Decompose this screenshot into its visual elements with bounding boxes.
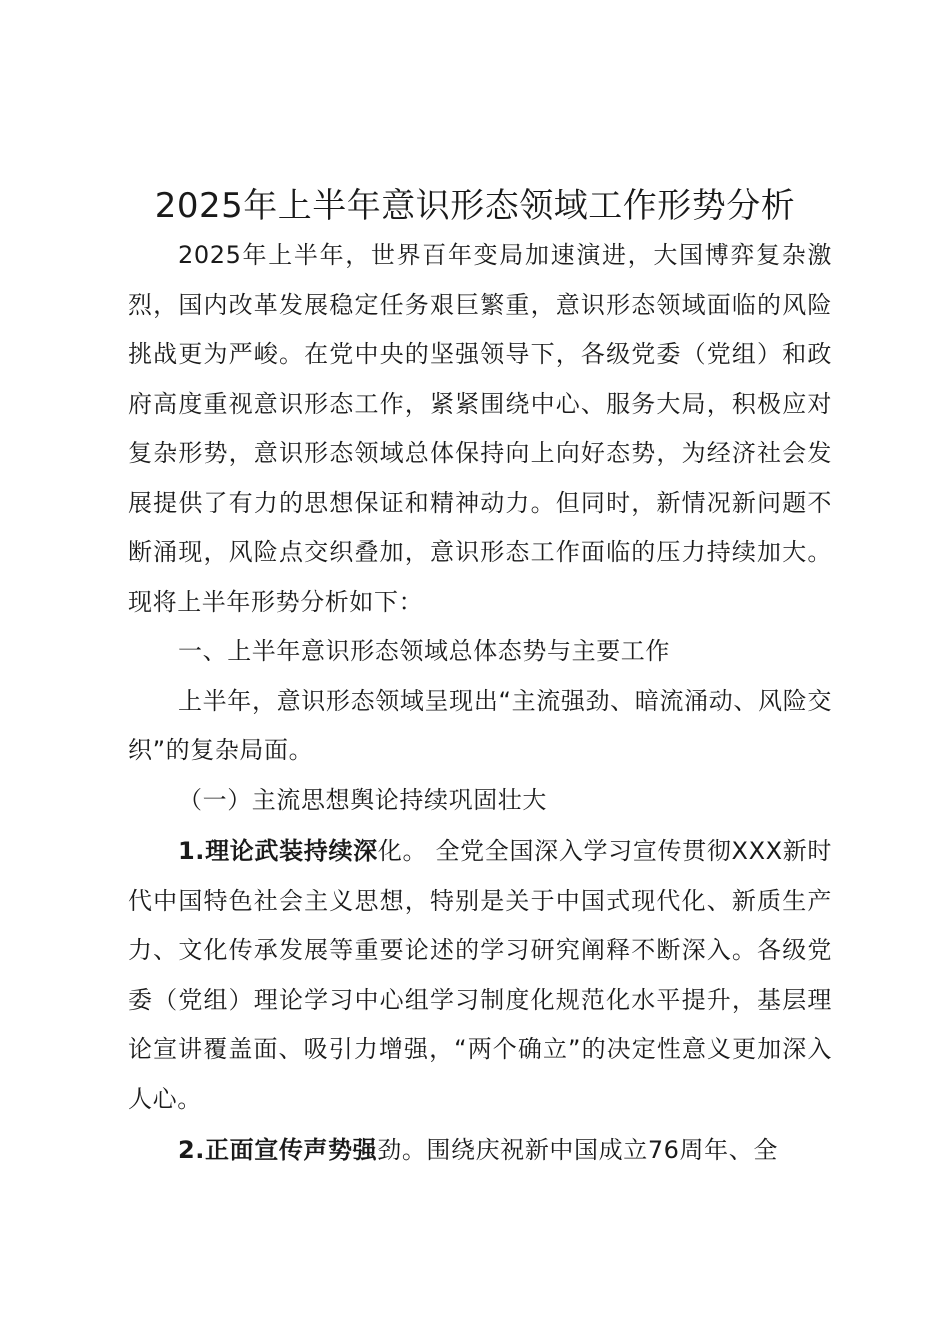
- paragraph-text: 上半年，意识形态领域呈现出“主流强劲、暗流涌动、风险交织”的复杂局面。: [128, 686, 832, 764]
- point-1-paragraph: [128, 827, 832, 1124]
- document-title: 2025年上半年意识形态领域工作形势分析: [154, 186, 796, 226]
- subsection-heading: [128, 776, 832, 826]
- paragraph-text: 化。 全党全国深入学习宣传贯彻XXX新时代中国特色社会主义思想，特别是关于中国式现代化、新质生产力、文化传承发展等重要论述的学习研究阐释不断深入。各级党委（党组）理论学习中心组学习制度化规范化水平提升，基层理论宣讲覆盖面、吸引力增强，“两个确立”的决定性意义更加深入人心。: [128, 837, 833, 1113]
- section-heading: [128, 627, 832, 677]
- paragraph-lead: 1.理论武装持续深: [178, 837, 378, 865]
- document-body: [128, 231, 832, 1176]
- point-2-paragraph: [128, 1126, 832, 1176]
- paragraph-text: （一）主流思想舆论持续巩固壮大: [178, 785, 547, 814]
- paragraph-text: 劲。围绕庆祝新中国成立76周年、全: [377, 1136, 778, 1164]
- intro-paragraph: [128, 231, 832, 627]
- paragraph-text: 一、上半年意识形态领域总体态势与主要工作: [178, 637, 670, 665]
- paragraph-lead: 2.正面宣传声势强: [178, 1136, 378, 1164]
- paragraph-text: 2025年上半年，世界百年变局加速演进，大国博弈复杂激烈，国内改革发展稳定任务艰巨繁重，意识形态领域面临的风险挑战更为严峻。在党中央的坚强领导下，各级党委（党组）和政府高度重视意识形态工作，紧紧围绕中心、服务大局，积极应对复杂形势，意识形态领域总体保持向上向好态势，为经济社会发展提供了有力的思想保证和精神动力。但同时，新情况新问题不断涌现，风险点交织叠加，意识形态工作面临的压力持续加大。现将上半年形势分析如下：: [128, 241, 832, 616]
- overview-paragraph: [128, 677, 832, 776]
